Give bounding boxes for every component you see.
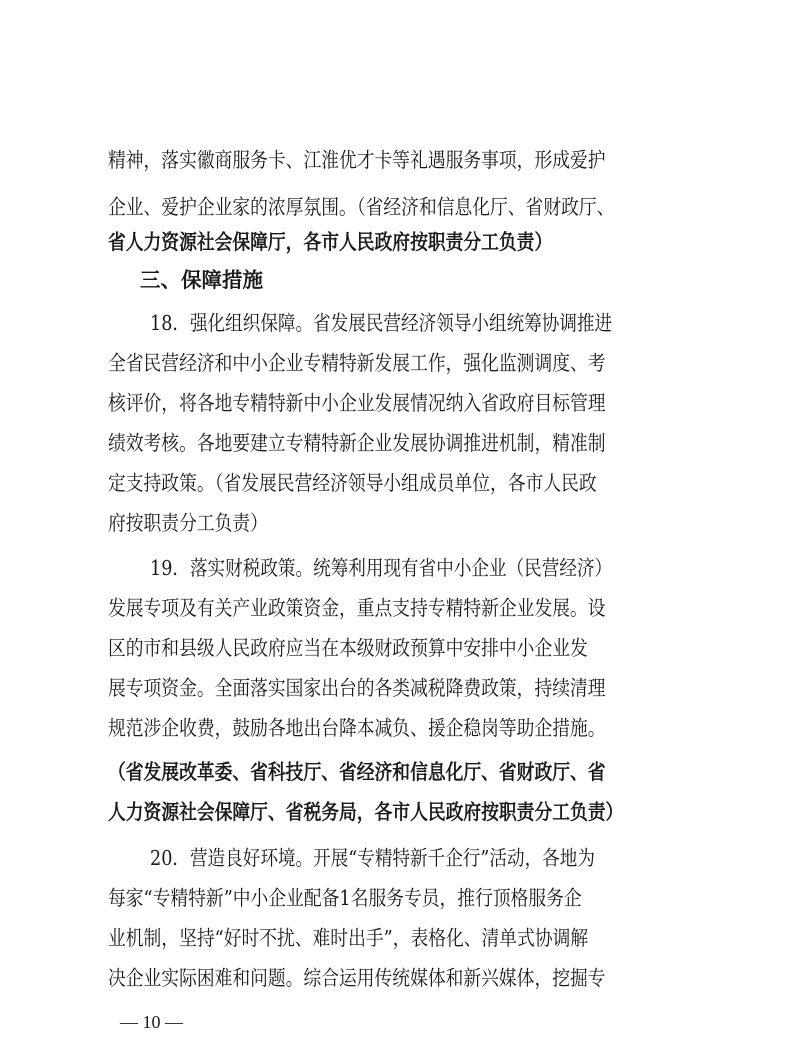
paragraph-20-line-2: 每家“专精特新”中小企业配备1名服务专员，推行顶格服务企 bbox=[108, 886, 582, 910]
paragraph-19-line-3: 区的市和县级人民政府应当在本级财政预算中安排中小企业发 bbox=[108, 636, 588, 660]
paragraph-18-line-2: 全省民营经济和中小企业专精特新发展工作，强化监测调度、考 bbox=[108, 351, 606, 375]
paragraph-19-line-1: 19．落实财税政策。统筹利用现有省中小企业（民营经济） bbox=[150, 556, 613, 580]
paragraph-20-line-3: 业机制，坚持“好时不扰、难时出手”，表格化、清单式协调解 bbox=[108, 926, 589, 950]
page-number: — 10 — bbox=[120, 1012, 183, 1032]
paragraph-19-line-6: （省发展改革委、省科技厅、省经济和信息化厅、省财政厅、省 bbox=[108, 760, 606, 784]
paragraph-18-line-5: 定支持政策。（省发展民营经济领导小组成员单位，各市人民政 bbox=[108, 471, 597, 495]
paragraph-18-line-1: 18．强化组织保障。省发展民营经济领导小组统筹协调推进 bbox=[150, 311, 613, 335]
paragraph-intro-line-3: 省人力资源社会保障厅，各市人民政府按职责分工负责） bbox=[108, 230, 553, 254]
paragraph-18-line-3: 核评价，将各地专精特新中小企业发展情况纳入省政府目标管理 bbox=[108, 391, 606, 415]
paragraph-19-line-4: 展专项资金。全面落实国家出台的各类减税降费政策，持续清理 bbox=[108, 676, 606, 700]
paragraph-19-line-2: 发展专项及有关产业政策资金，重点支持专精特新企业发展。设 bbox=[108, 596, 606, 620]
paragraph-intro-line-2: 企业、爱护企业家的浓厚氛围。（省经济和信息化厅、省财政厅、 bbox=[108, 195, 615, 219]
paragraph-20-line-1: 20．营造良好环境。开展“专精特新千企行”活动，各地为 bbox=[150, 846, 595, 870]
section-heading: 三、保障措施 bbox=[140, 268, 263, 292]
paragraph-20-line-4: 决企业实际困难和问题。综合运用传统媒体和新兴媒体，挖掘专 bbox=[108, 966, 606, 990]
paragraph-19-line-5: 规范涉企收费，鼓励各地出台降本减负、援企稳岗等助企措施。 bbox=[108, 716, 606, 740]
paragraph-18-line-6: 府按职责分工负责） bbox=[108, 511, 268, 535]
paragraph-19-line-7: 人力资源社会保障厅、省税务局，各市人民政府按职责分工负责） bbox=[108, 800, 624, 824]
paragraph-18-line-4: 绩效考核。各地要建立专精特新企业发展协调推进机制，精准制 bbox=[108, 431, 606, 455]
paragraph-intro-line-1: 精神，落实徽商服务卡、江淮优才卡等礼遇服务事项，形成爱护 bbox=[108, 148, 606, 172]
